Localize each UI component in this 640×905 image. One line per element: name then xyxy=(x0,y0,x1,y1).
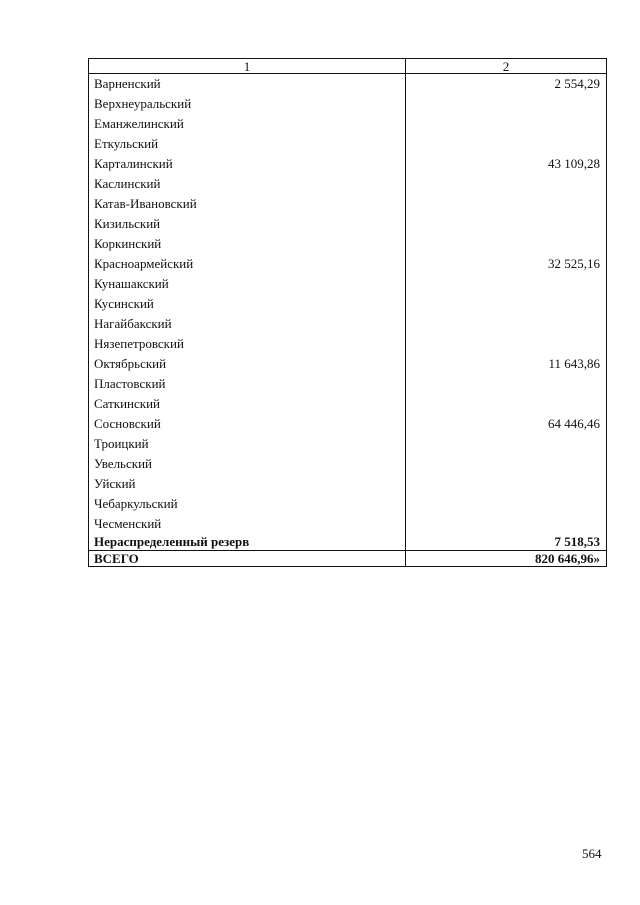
page-number: 564 xyxy=(582,846,602,861)
district-name: Саткинский xyxy=(89,394,406,414)
district-value xyxy=(406,274,607,294)
total-row xyxy=(89,551,607,567)
table-row xyxy=(89,174,607,194)
district-value xyxy=(406,394,607,414)
district-value xyxy=(406,174,607,194)
district-name: Нагайбакский xyxy=(89,314,406,334)
district-name: Карталинский xyxy=(89,154,406,174)
table-row xyxy=(89,114,607,134)
table-row xyxy=(89,74,607,95)
table-row xyxy=(89,134,607,154)
column-header-1: 1 xyxy=(89,59,406,74)
district-value xyxy=(406,114,607,134)
district-name: Чесменский xyxy=(89,514,406,534)
table-row xyxy=(89,354,607,374)
district-value xyxy=(406,294,607,314)
reserve-value: 7 518,53 xyxy=(406,534,607,551)
table-row xyxy=(89,334,607,354)
table-row xyxy=(89,374,607,394)
district-value xyxy=(406,474,607,494)
district-name: Каслинский xyxy=(89,174,406,194)
table-row xyxy=(89,314,607,334)
table-row xyxy=(89,274,607,294)
district-name: Пластовский xyxy=(89,374,406,394)
district-name: Варненский xyxy=(89,74,406,95)
table-row xyxy=(89,254,607,274)
column-header-2: 2 xyxy=(406,59,607,74)
district-value xyxy=(406,434,607,454)
reserve-label: Нераспределенный резерв xyxy=(89,534,406,551)
table-row xyxy=(89,494,607,514)
district-value: 2 554,29 xyxy=(406,74,607,95)
table-row xyxy=(89,234,607,254)
district-name: Еманжелинский xyxy=(89,114,406,134)
district-name: Увельский xyxy=(89,454,406,474)
district-name: Катав-Ивановский xyxy=(89,194,406,214)
district-value xyxy=(406,234,607,254)
table-row xyxy=(89,514,607,534)
table-row xyxy=(89,434,607,454)
total-value: 820 646,96» xyxy=(406,551,607,567)
district-name: Уйский xyxy=(89,474,406,494)
district-value xyxy=(406,314,607,334)
district-value: 11 643,86 xyxy=(406,354,607,374)
table-row xyxy=(89,194,607,214)
allocation-table xyxy=(88,58,607,567)
table-row xyxy=(89,154,607,174)
district-value: 43 109,28 xyxy=(406,154,607,174)
district-value xyxy=(406,374,607,394)
district-value xyxy=(406,514,607,534)
district-name: Кизильский xyxy=(89,214,406,234)
district-name: Верхнеуральский xyxy=(89,94,406,114)
district-name: Еткульский xyxy=(89,134,406,154)
district-name: Коркинский xyxy=(89,234,406,254)
district-value: 64 446,46 xyxy=(406,414,607,434)
district-name: Троицкий xyxy=(89,434,406,454)
district-value: 32 525,16 xyxy=(406,254,607,274)
document-page xyxy=(88,58,606,567)
table-row xyxy=(89,94,607,114)
reserve-row xyxy=(89,534,607,551)
table-row xyxy=(89,214,607,234)
table-header-row xyxy=(89,59,607,74)
district-name: Сосновский xyxy=(89,414,406,434)
district-value xyxy=(406,94,607,114)
district-value xyxy=(406,194,607,214)
district-value xyxy=(406,334,607,354)
district-name: Чебаркульский xyxy=(89,494,406,514)
district-value xyxy=(406,214,607,234)
table-row xyxy=(89,394,607,414)
table-row xyxy=(89,474,607,494)
district-value xyxy=(406,494,607,514)
table-row xyxy=(89,454,607,474)
district-value xyxy=(406,134,607,154)
total-label: ВСЕГО xyxy=(89,551,406,567)
district-name: Красноармейский xyxy=(89,254,406,274)
district-value xyxy=(406,454,607,474)
district-name: Нязепетровский xyxy=(89,334,406,354)
table-body xyxy=(89,74,607,567)
table-row xyxy=(89,294,607,314)
district-name: Кунашакский xyxy=(89,274,406,294)
district-name: Кусинский xyxy=(89,294,406,314)
table-row xyxy=(89,414,607,434)
district-name: Октябрьский xyxy=(89,354,406,374)
